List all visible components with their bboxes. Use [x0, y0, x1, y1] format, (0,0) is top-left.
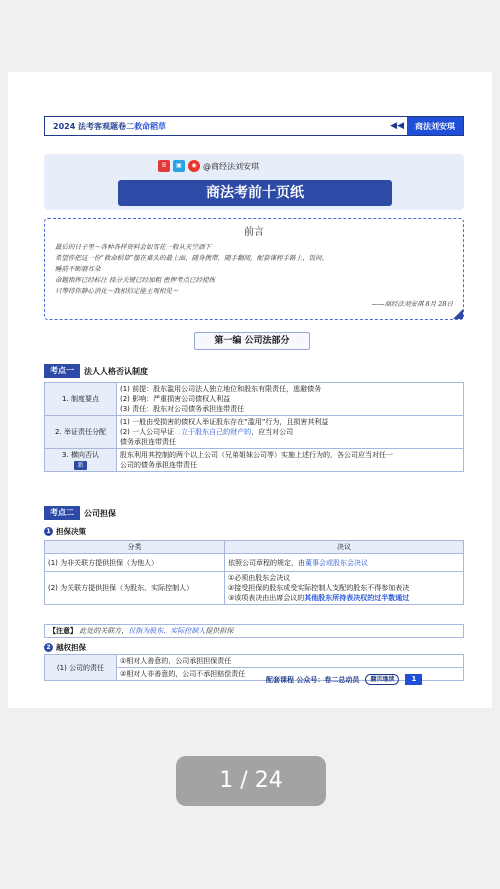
preface-box: [44, 218, 464, 320]
table-row: [45, 416, 464, 449]
page-number: 1: [405, 674, 422, 685]
preface-line: 睡前不断磨耳朵: [55, 265, 101, 273]
subsection-title: 越权担保: [56, 643, 86, 652]
preface-signature: ——商经法刘安琪 8月 28日: [371, 300, 453, 308]
content-line: ②接受担保的股东或受实际控制人支配的股东不得参加表决: [228, 584, 410, 592]
double-chevron-left-icon: ◀◀: [390, 121, 404, 131]
note-text: 此处的关联方，仅指为股东、实际控制人提供担保: [79, 627, 234, 635]
social-handles: [158, 160, 259, 172]
kp1-title: 法人人格否认制度: [84, 366, 148, 376]
row-content: [117, 383, 464, 416]
table-row: [45, 554, 464, 572]
content-line: ①必须由股东会决议: [228, 574, 291, 582]
subsection-title: 担保决策: [56, 527, 86, 536]
table-row: [45, 655, 464, 668]
banner-title: 2024 法考客观题卷二救命稻草: [53, 121, 167, 131]
page-indicator: 1 / 24: [176, 756, 326, 806]
content-line: (1) 前提：股东滥用公司法人独立地位和股东有限责任，逃避债务: [120, 385, 322, 393]
kp1-tag: 考点一: [44, 364, 80, 378]
row-label: (1) 为非关联方提供担保（为他人）: [45, 554, 225, 572]
row-label: (2) 为关联方提供担保（为股东、实际控制人）: [45, 572, 225, 605]
next-page-button[interactable]: 翻页继续: [365, 674, 399, 685]
subsection-number: 1: [44, 527, 53, 536]
footer-text: 配套课程 公众号：卷二总动员: [266, 675, 360, 684]
kp1-table: [44, 382, 464, 472]
row-label: (1) 公司的责任: [45, 655, 117, 681]
column-header: 分类: [45, 541, 225, 554]
table-row: [45, 449, 464, 472]
row-label: 2. 举证责任分配: [45, 416, 117, 449]
note-box: [44, 624, 464, 638]
page-footer: [266, 674, 422, 685]
part-title: 第一编 公司法部分: [194, 332, 310, 350]
header-banner: [44, 116, 464, 136]
table-row: [45, 572, 464, 605]
column-header: 决议: [225, 541, 464, 554]
tv-icon: ▣: [173, 160, 185, 172]
row-label: 1. 制度要点: [45, 383, 117, 416]
note-label: 【注意】: [49, 627, 77, 635]
content-line: (2) 影响：严重损害公司债权人利益: [120, 395, 231, 403]
page-fold-corner: [453, 309, 463, 319]
row-content: [225, 572, 464, 605]
preface-line: 命题指挥已经标注 择分关键已经加粗 密押考点已经提炼: [55, 276, 216, 284]
bilibili-icon: B: [158, 160, 170, 172]
preface-line: 最后的日子里～各种各样资料会如雪花一般从天空洒下: [55, 243, 211, 251]
social-handle: @商经法刘安琪: [203, 161, 259, 171]
row-content: ①相对人善意的，公司承担担保责任: [117, 655, 464, 668]
preface-line: 希望你把这一份“救命稻草”摆在桌头的最上面，随身携带，随手翻阅，配套课程手路上、饭间、: [55, 254, 329, 262]
weibo-icon: ◉: [188, 160, 200, 172]
main-title: 商法考前十页纸: [118, 180, 392, 206]
row-label: 3. 横向否认 新: [45, 449, 117, 472]
author-tag: 商法刘安琪: [407, 117, 463, 135]
table-header-row: [45, 541, 464, 554]
kp2-title: 公司担保: [84, 508, 116, 518]
document-page: [8, 72, 492, 708]
kp2-tag: 考点二: [44, 506, 80, 520]
knowledge-point-2-header: [44, 506, 116, 520]
subsection-ultra-vires: [44, 642, 86, 653]
preface-line: 只等待你静心消化～我相信定能主观相见～: [55, 287, 179, 295]
row-content: 依照公司章程的规定，由董事会或股东会决议: [225, 554, 464, 572]
content-line: (1) 一般由受损害的债权人举证股东存在“滥用”行为，且损害其利益: [120, 418, 329, 426]
content-line: 债务承担连带责任: [120, 438, 176, 446]
content-line: 股东利用其控制的两个以上公司（兄弟姐妹公司等）实施上述行为的，各公司应当对任一: [120, 451, 393, 459]
content-line: ③该项表决由出席会议的其他股东所持表决权的过半数通过: [228, 594, 410, 602]
new-badge: 新: [74, 461, 86, 470]
content-line: 公司的债务承担连带责任: [120, 461, 197, 469]
table-row: [45, 383, 464, 416]
content-line: (2) 一人公司早证…立于股东自己的财产的，应当对公司: [120, 428, 294, 436]
subsection-guarantee-decision: [44, 526, 86, 537]
preface-heading: 前言: [244, 227, 264, 238]
content-line: (3) 责任：股东对公司债务承担连带责任: [120, 405, 245, 413]
row-content: ②相对人非善意的，公司不承担赔偿责任: [117, 668, 464, 681]
kp2-table: [44, 540, 464, 605]
knowledge-point-1-header: [44, 364, 148, 378]
subsection-number: 2: [44, 643, 53, 652]
row-content: [117, 416, 464, 449]
row-content: [117, 449, 464, 472]
